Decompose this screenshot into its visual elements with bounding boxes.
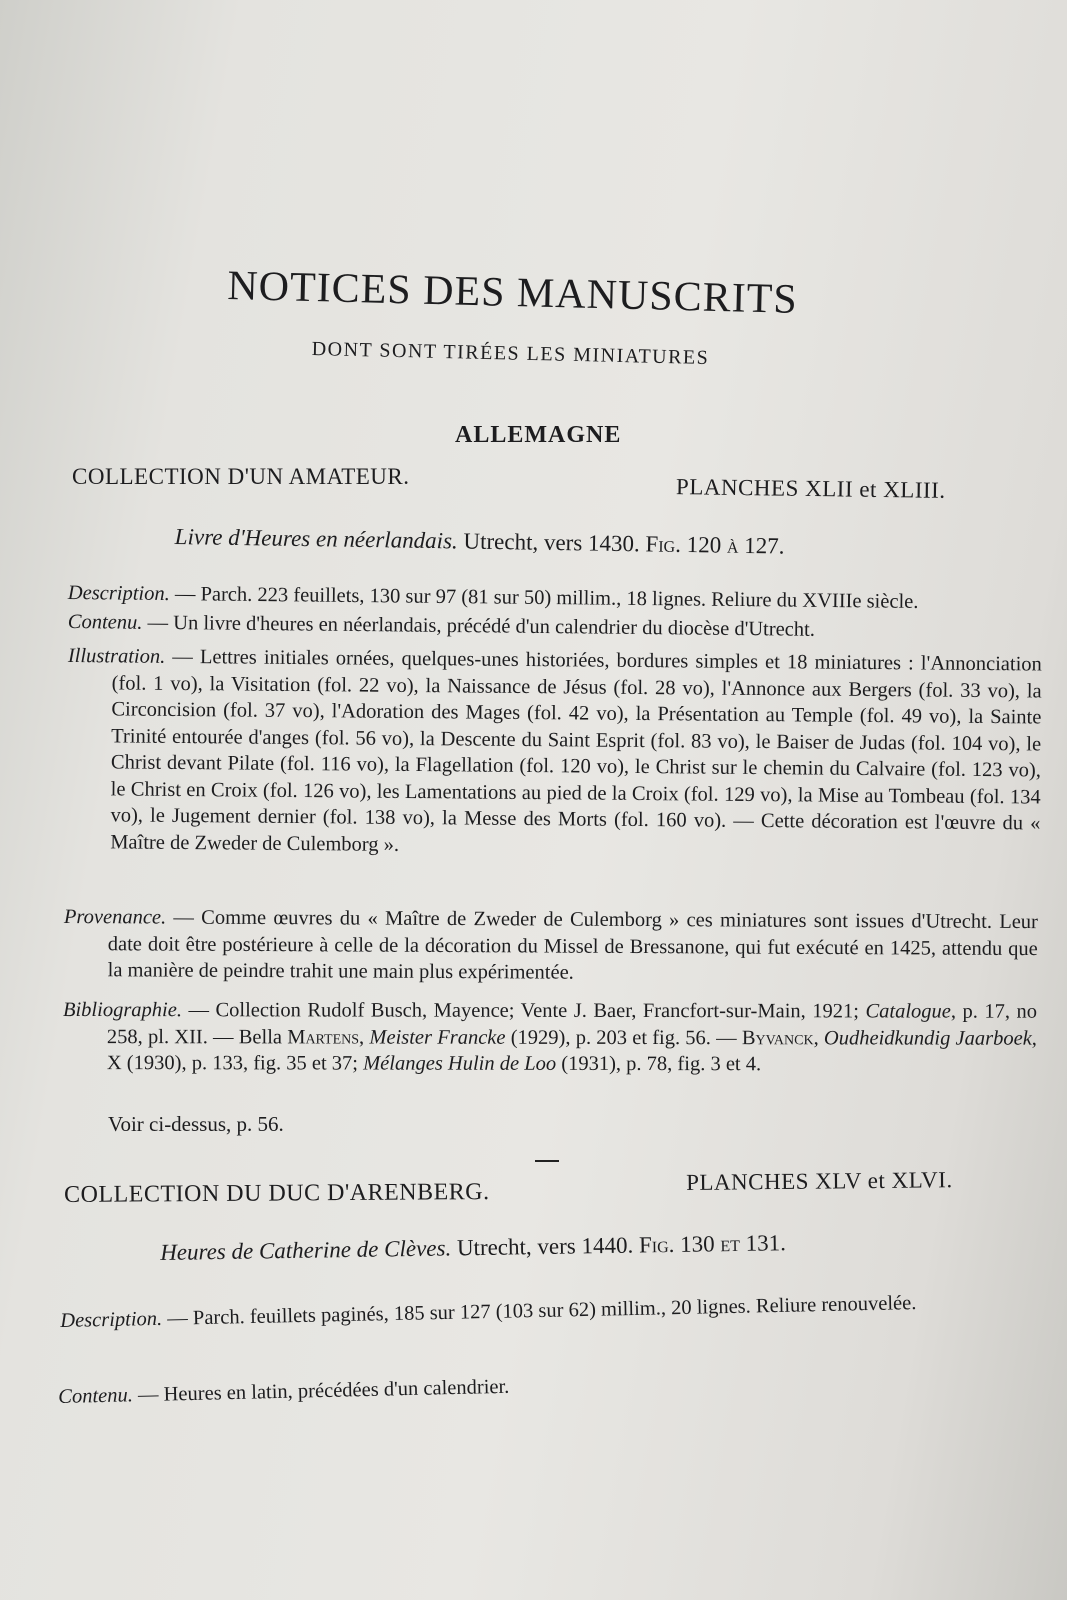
entry2-work-line: [160, 1230, 786, 1266]
page-title: NOTICES DES MANUSCRITS: [226, 262, 799, 323]
entry2-work-place: Utrecht, vers 1440.: [456, 1232, 634, 1261]
entry2-plates: PLANCHES XLV et XLVI.: [686, 1167, 953, 1195]
entry2-collection: COLLECTION DU DUC D'ARENBERG.: [64, 1179, 490, 1208]
entry1-work-title: Livre d'Heures en néerlandais.: [174, 524, 458, 554]
entry1-contenu: Contenu. — Un livre d'heures en néerlandais, précédé d'un calendrier du diocèse d'Utrecht.: [67, 610, 816, 641]
entry1-work-fig: Fig. 120 à 127.: [645, 531, 785, 559]
entry1-collection: COLLECTION D'UN AMATEUR.: [72, 464, 410, 489]
entry1-work-line: [175, 524, 785, 560]
entry1-plates: PLANCHES XLII et XLIII.: [675, 474, 946, 503]
entry2-contenu: Contenu. — Heures en latin, précédées d'un calendrier.: [58, 1375, 510, 1408]
entry1-provenance: Provenance. — Comme œuvres du « Maître de Zweder de Culemborg » ces miniatures sont issues d'Utrecht. Leur date doit être postérieure à celle de la décoration du Missel de Bressanone, qui fut exécuté en 1425, attendu que la manière de peindre trahit une main plus expérimentée.: [63, 906, 1038, 984]
entry1-voir: Voir ci-dessus, p. 56.: [108, 1112, 284, 1136]
page-subtitle: DONT SONT TIRÉES LES MINIATURES: [311, 338, 710, 370]
entry2-work-title: Heures de Catherine de Clèves.: [160, 1235, 452, 1265]
entry1-bibliographie: Bibliographie. — Collection Rudolf Busch, Mayence; Vente J. Baer, Francfort-sur-Main, 1921; Catalogue, p. 17, no 258, pl. XII. — Bella Martens, Meister Francke (1929), p. 203 et fig. 56. — Byvanck, Oudheidkundig Jaarboek, X (1930), p. 133, fig. 35 et 37; Mélanges Hulin de Loo (1931), p. 78, fig. 3 et 4.: [62, 999, 1038, 1076]
section-divider: [535, 1160, 559, 1162]
entry2-description: Description. — Parch. feuillets paginés, 185 sur 127 (103 sur 62) millim., 20 lignes. Reliure renouvelée.: [60, 1292, 917, 1332]
entry2-work-fig: Fig. 130 et 131.: [638, 1230, 787, 1258]
entry1-work-place: Utrecht, vers 1430.: [463, 528, 640, 557]
section-heading-country: ALLEMAGNE: [455, 422, 622, 448]
entry1-description: Description. — Parch. 223 feuillets, 130 sur 97 (81 sur 50) millim., 18 lignes. Reliure du XVIIIe siècle.: [67, 581, 919, 613]
entry1-illustration: Illustration. — Lettres initiales ornées, quelques-unes historiées, bordures simples et 18 miniatures : l'Annonciation (fol. 1 vo), la Visitation (fol. 22 vo), la Naissance de Jésus (fol. 28 vo), l'Annonce aux Bergers (fol. 33 vo), la Circoncision (fol. 37 vo), l'Adoration des Mages (fol. 42 vo), la Présentation au Temple (fol. 49 vo), la Sainte Trinité entourée d'anges (fol. 56 vo), la Descente du Saint Esprit (fol. 83 vo), le Baiser de Judas (fol. 104 vo), le Christ devant Pilate (fol. 116 vo), la Flagellation (fol. 120 vo), le Christ sur le chemin du Calvaire (fol. 123 vo), le Christ en Croix (fol. 126 vo), les Lamentations au pied de la Croix (fol. 129 vo), la Mise au Tombeau (fol. 134 vo), le Jugement dernier (fol. 138 vo), la Messe des Morts (fol. 160 vo). — Cette décoration est l'œuvre du « Maître de Zweder de Culemborg ».: [67, 644, 1042, 856]
